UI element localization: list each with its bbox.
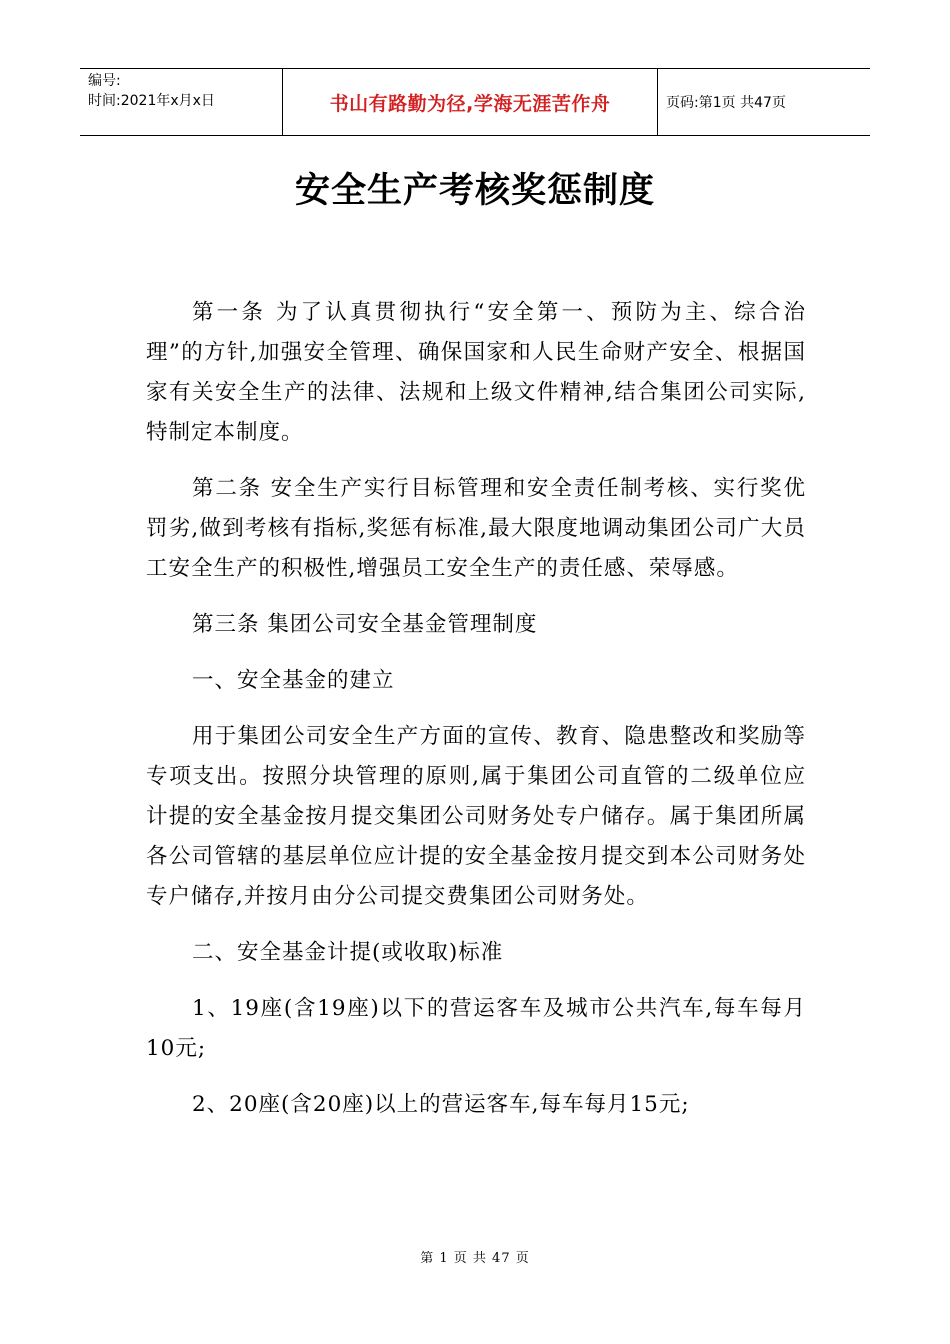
page-footer: 第 1 页 共 47 页 (420, 1251, 530, 1266)
header-meta (80, 69, 282, 135)
section-heading-fund-standard: 二、安全基金计提(或收取)标准 (192, 940, 504, 965)
list-item-standard-1: 1、19座(含19座)以下的营运客车及城市公共汽车,每车每月10元; (146, 996, 806, 1061)
paragraph-article-2: 第二条 安全生产实行目标管理和安全责任制考核、实行奖优罚劣,做到考核有指标,奖惩有标准,最大限度地调动集团公司广大员工安全生产的积极性,增强员工安全生产的责任感、荣辱感。 (146, 476, 806, 581)
section-heading-fund-setup: 一、安全基金的建立 (192, 668, 395, 693)
paragraph-article-1: 第一条 为了认真贯彻执行“安全第一、预防为主、综合治理”的方针,加强安全管理、确保国家和人民生命财产安全、根据国家有关安全生产的法律、法规和上级文件精神,结合集团公司实际,特制定本制度。 (146, 300, 806, 445)
paragraph-fund-usage: 用于集团公司安全生产方面的宣传、教育、隐患整改和奖励等专项支出。按照分块管理的原则,属于集团公司直管的二级单位应计提的安全基金按月提交集团公司财务处专户储存。属于集团所属各公司管辖的基层单位应计提的安全基金按月提交到本公司财务处专户储存,并按月由分公司提交费集团公司财务处。 (146, 724, 806, 909)
list-item-standard-2: 2、20座(含20座)以上的营运客车,每车每月15元; (192, 1092, 690, 1117)
document-body (146, 293, 806, 1141)
document-time-label: 时间:2021年x月x日 (88, 93, 215, 109)
motto-text: 书山有路勤为径,学海无涯苦作舟 (329, 92, 611, 115)
document-title: 安全生产考核奖惩制度 (294, 171, 655, 211)
document-number-label: 编号: (88, 73, 121, 89)
header-page-code: 页码:第1页 共47页 (666, 95, 786, 111)
header-table (80, 68, 870, 136)
paragraph-article-3: 第三条 集团公司安全基金管理制度 (192, 612, 538, 637)
header-motto-cell (282, 69, 658, 135)
